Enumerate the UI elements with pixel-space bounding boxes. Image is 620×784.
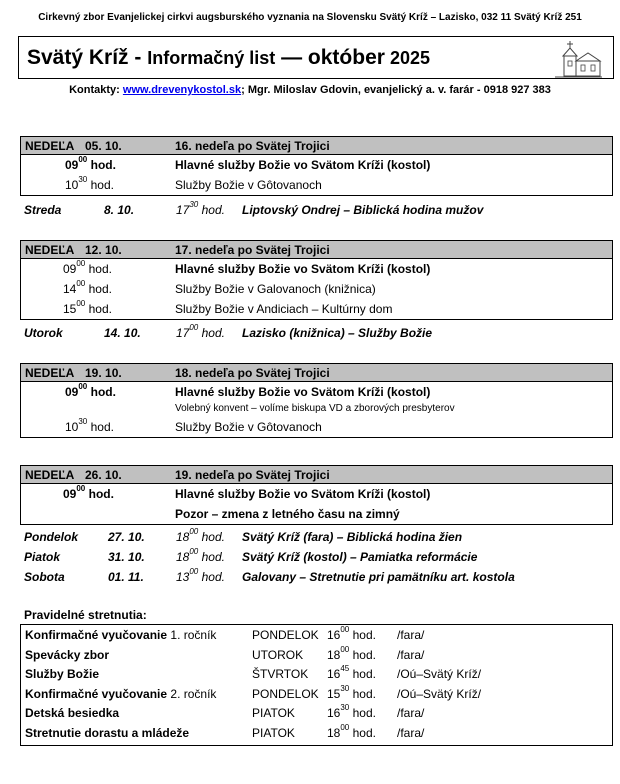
regular-meetings-title: Pravidelné stretnutia: [24,608,147,622]
service-note: Pozor – zmena z letného času na zimný [175,507,400,521]
service-row: $10^{30}$ hod. Služby Božie v Gôtovanoch [65,417,322,434]
week-header: NEDEĽA 12. 10. 17. nedeľa po Svätej Trojici [20,240,613,259]
regular-row: Spevácky zbor UTOROK $18^{00}$ hod. /fara/ [25,644,425,662]
service-row: $15^{00}$ hod. Služby Božie v Andiciach – Kultúrny dom [63,299,393,316]
service-row: $14^{00}$ hod. Služby Božie v Galovanoch (knižnica) [63,279,376,296]
title-box [18,36,614,79]
week-block [20,465,613,525]
website-link[interactable]: www.drevenykostol.sk [122,84,242,96]
weekday-event: Streda 8. 10. $17^{30}$ hod. Liptovský Ondrej – Biblická hodina mužov [24,200,484,217]
week-block [20,363,613,438]
week-header: NEDEĽA 05. 10. 16. nedeľa po Svätej Trojici [20,136,613,155]
week-header: NEDEĽA 26. 10. 19. nedeľa po Svätej Trojici [20,465,613,484]
regular-row: Detská besiedka PIATOK $16^{30}$ hod. /fara/ [25,703,425,720]
service-row: $09^{00}$ hod. Hlavné služby Božie vo Svätom Kríži (kostol) [63,484,431,501]
weekday-event: Piatok 31. 10. $18^{00}$ hod. Svätý Kríž (kostol) – Pamiatka reformácie [24,547,478,564]
weekday-event: Pondelok 27. 10. $18^{00}$ hod. Svätý Kríž (fara) – Biblická hodina žien [24,527,463,544]
week-block [20,136,613,196]
week-block [20,240,613,320]
contacts-line: Kontakty: www.drevenykostol.sk; Mgr. Miloslav Gdovin, evanjelický a. v. farár - 0918 927 383 [69,84,551,96]
page-title: Svätý Kríž - Informačný list — október 2025 [27,46,430,69]
weekday-event: Utorok 14. 10. $17^{00}$ hod. Lazisko (knižnica) – Služby Božie [24,323,433,340]
regular-meetings-table [20,624,613,746]
regular-row: Služby Božie ŠTVRTOK $16^{45}$ hod. /Oú–Svätý Kríž/ [25,664,482,681]
week-header: NEDEĽA 19. 10. 18. nedeľa po Svätej Trojici [20,363,613,382]
regular-row: Konfirmačné vyučovanie 1. ročník PONDELOK $16^{00}$ hod. /fara/ [25,625,425,642]
service-row: $10^{30}$ hod. Služby Božie v Gôtovanoch [65,175,322,192]
service-row: $09^{00}$ hod. Hlavné služby Božie vo Svätom Kríži (kostol) [65,382,431,399]
service-note: Volebný konvent – volíme biskupa VD a zborových presbyterov [175,403,455,414]
service-row: $09^{00}$ hod. Hlavné služby Božie vo Svätom Kríži (kostol) [63,259,431,276]
parish-address: Cirkevný zbor Evanjelickej cirkvi augsburského vyznania na Slovensku Svätý Kríž – Lazisko, 032 11 Svätý Kríž 251 [38,12,582,23]
service-row: $09^{00}$ hod. Hlavné služby Božie vo Svätom Kríži (kostol) [65,155,431,172]
church-icon [553,39,603,79]
regular-row: Stretnutie dorastu a mládeže PIATOK $18^{00}$ hod. /fara/ [25,722,425,740]
weekday-event: Sobota 01. 11. $13^{00}$ hod. Galovany – Stretnutie pri pamätníku art. kostola [24,567,515,584]
regular-row: Konfirmačné vyučovanie 2. ročník PONDELOK $15^{30}$ hod. /Oú–Svätý Kríž/ [25,683,482,701]
